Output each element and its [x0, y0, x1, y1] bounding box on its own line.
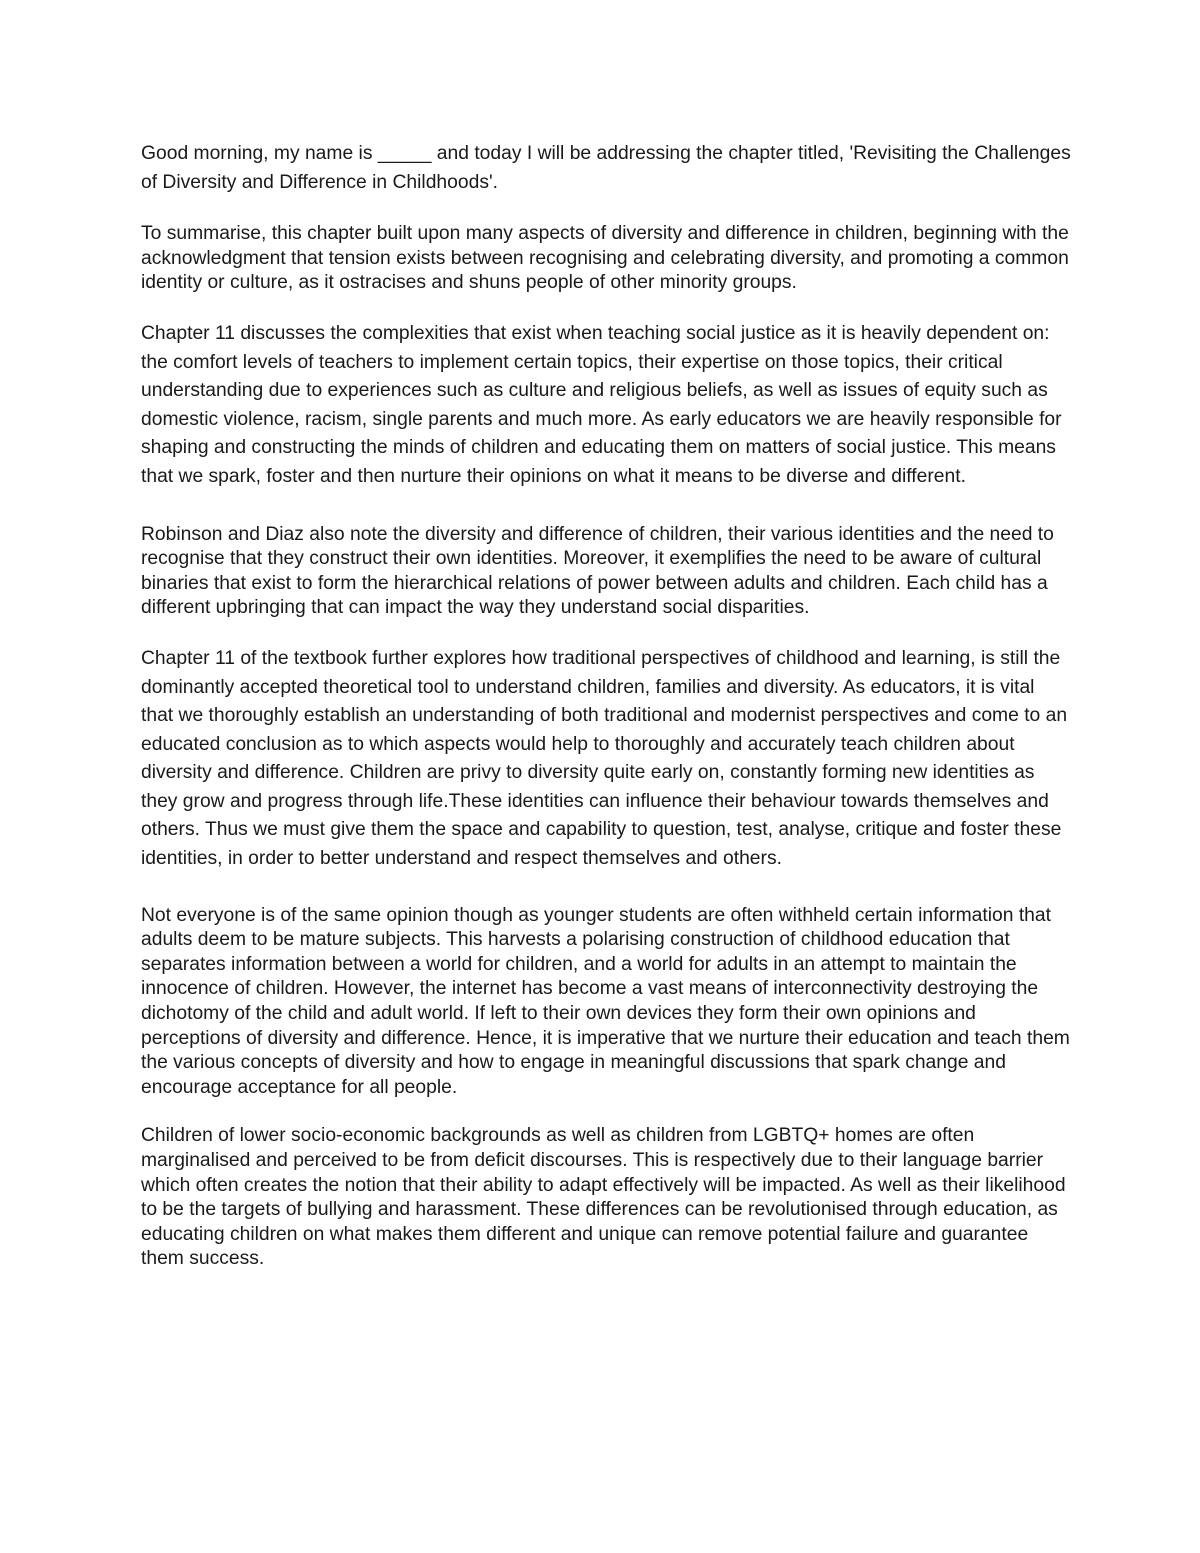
paragraph-opinions: Not everyone is of the same opinion though as younger students are often withheld certain information that adults deem to be mature subjects. This harvests a polarising construction of childhood education that separates information between a world for children, and a world for adults in an attempt to maintain the innocence of children. However, the internet has become a vast means of interconnectivity destroying the dichotomy of the child and adult world. If left to their own devices they form their own opinions and perceptions of diversity and difference. Hence, it is imperative that we nurture their education and teach them the various concepts of diversity and how to engage in meaningful discussions that spark change and encourage acceptance for all people.	[141, 904, 1070, 1098]
paragraph-introduction: Good morning, my name is _____ and today I will be addressing the chapter titled, 'Revisiting the Challenges of Diversity and Difference in Childhoods'.	[141, 143, 1071, 193]
paragraph-chapter-11-social-justice: Chapter 11 discusses the complexities that exist when teaching social justice as it is heavily dependent on: the comfort levels of teachers to implement certain topics, their expertise on those topics, their critical understanding due to experiences such as culture and religious beliefs, as well as issues of equity such as domestic violence, racism, single parents and much more. As early educators we are heavily responsible for shaping and constructing the minds of children and educating them on matters of social justice. This means that we spark, foster and then nurture their opinions on what it means to be diverse and different.	[141, 322, 1062, 487]
paragraph-robinson-diaz: Robinson and Diaz also note the diversity and difference of children, their various identities and the need to recognise that they construct their own identities. Moreover, it exemplifies the need to be aware of cultural binaries that exist to form the hierarchical relations of power between adults and children. Each child has a different upbringing that can impact the way they understand social disparities.	[141, 523, 1054, 619]
paragraph-traditional-perspectives: Chapter 11 of the textbook further explores how traditional perspectives of childhood and learning, is still the dominantly accepted theoretical tool to understand children, families and diversity. As educators, it is vital that we thoroughly establish an understanding of both traditional and modernist perspectives and come to an educated conclusion as to which aspects would help to thoroughly and accurately teach children about diversity and difference. Children are privy to diversity quite early on, constantly forming new identities as they grow and progress through life.These identities can influence their behaviour towards themselves and others. Thus we must give them the space and capability to question, test, analyse, critique and foster these identities, in order to better understand and respect themselves and others.	[141, 647, 1068, 870]
paragraph-marginalised-children: Children of lower socio-economic backgrounds as well as children from LGBTQ+ homes are often marginalised and perceived to be from deficit discourses. This is respectively due to their language barrier which often creates the notion that their ability to adapt effectively will be impacted. As well as their likelihood to be the targets of bullying and harassment. These differences can be revolutionised through education, as educating children on what makes them different and unique can remove potential failure and guarantee them success.	[141, 1125, 1066, 1270]
paragraph-summary: To summarise, this chapter built upon many aspects of diversity and difference in children, beginning with the acknowledgment that tension exists between recognising and celebrating diversity, and promoting a common identity or culture, as it ostracises and shuns people of other minority groups.	[141, 223, 1069, 294]
document-body	[141, 140, 1071, 1272]
